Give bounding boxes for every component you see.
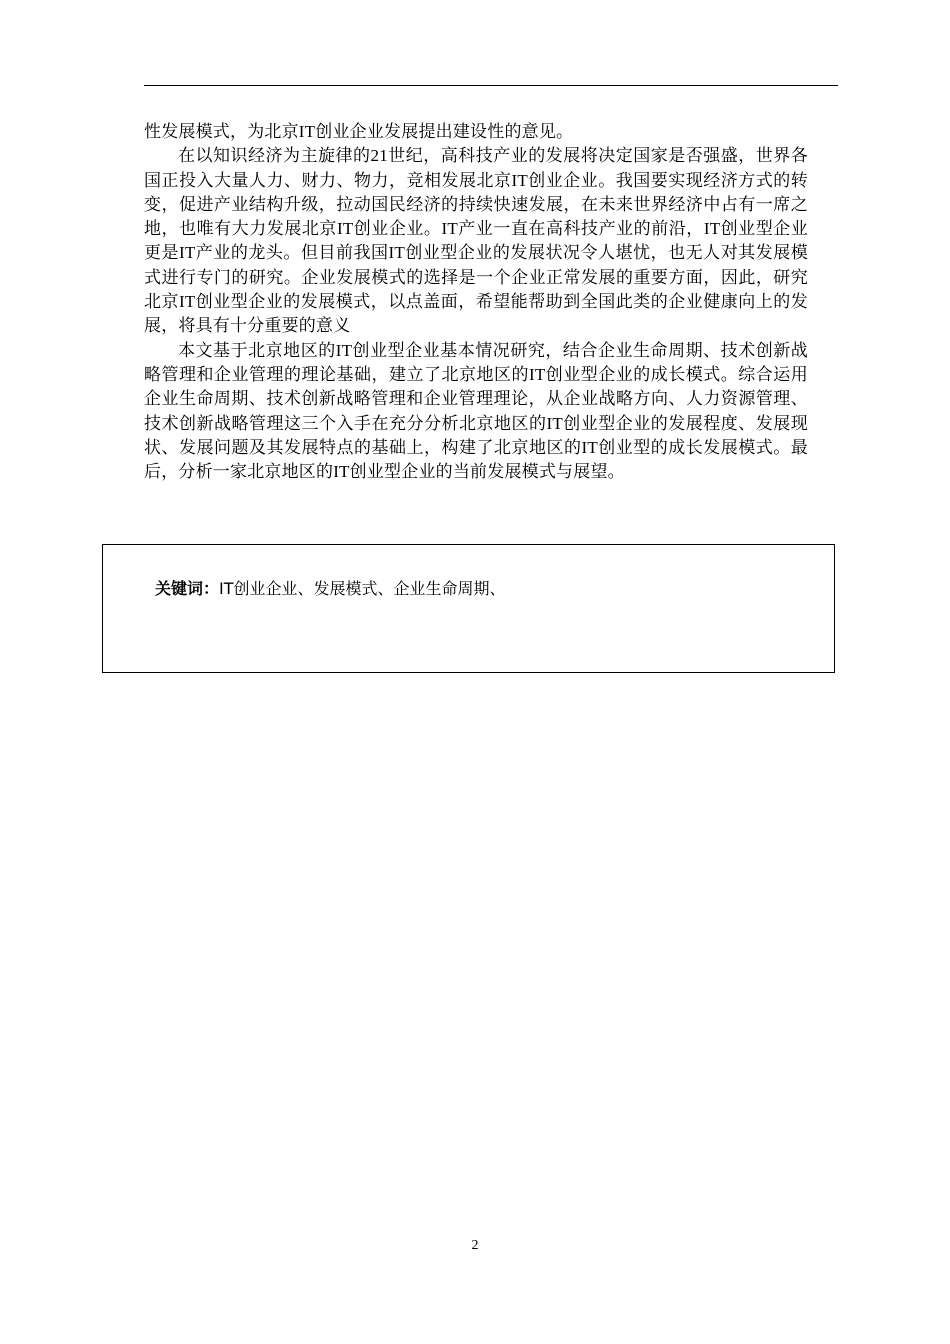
keywords-line (155, 576, 506, 599)
header-rule (144, 85, 838, 86)
paragraph-continuation: 性发展模式，为北京IT创业企业发展提出建设性的意见。 (144, 122, 574, 141)
page-number: 2 (471, 1238, 479, 1253)
paragraph-background: 在以知识经济为主旋律的21世纪，高科技产业的发展将决定国家是否强盛，世界各国正投入大量人力、财力、物力，竞相发展北京IT创业企业。我国要实现经济方式的转变，促进产业结构升级，拉动国民经济的持续快速发展，在未来世界经济中占有一席之地，也唯有大力发展北京IT创业企业。IT产业一直在高科技产业的前沿，IT创业型企业更是IT产业的龙头。但目前我国IT创业型企业的发展状况令人堪忧，也无人对其发展模式进行专门的研究。企业发展模式的选择是一个企业正常发展的重要方面，因此，研究北京IT创业型企业的发展模式，以点盖面，希望能帮助到全国此类的企业健康向上的发展，将具有十分重要的意义 (144, 146, 808, 336)
abstract-body (144, 120, 808, 484)
paragraph-summary: 本文基于北京地区的IT创业型企业基本情况研究，结合企业生命周期、技术创新战略管理和企业管理的理论基础，建立了北京地区的IT创业型企业的成长模式。综合运用企业生命周期、技术创新战略管理和企业管理理论，从企业战略方向、人力资源管理、技术创新战略管理这三个入手在充分分析北京地区的IT创业型企业的发展程度、发展现状、发展问题及其发展特点的基础上，构建了北京地区的IT创业型的成长发展模式。最后，分析一家北京地区的IT创业型企业的当前发展模式与展望。 (144, 340, 808, 482)
keywords-label: 关键词： (155, 579, 220, 598)
keywords-value: IT创业企业、发展模式、企业生命周期、 (219, 579, 506, 598)
keywords-box (102, 544, 835, 673)
